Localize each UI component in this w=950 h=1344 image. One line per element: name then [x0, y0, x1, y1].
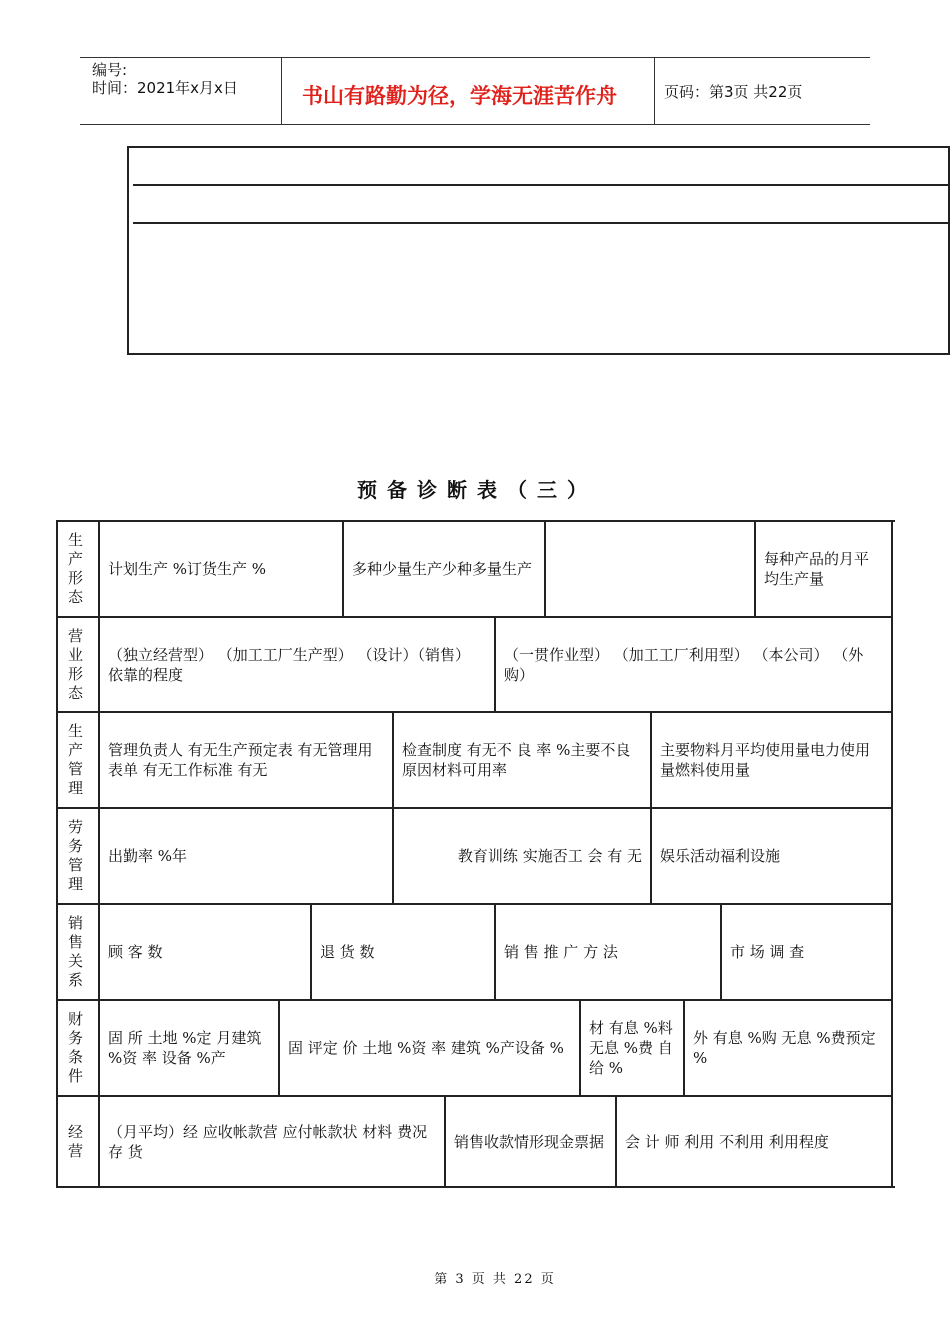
header-divider-left — [281, 57, 282, 124]
table-row-production-form — [58, 522, 893, 618]
row-label: 销售关系 — [58, 905, 100, 999]
table-row-operations — [58, 1097, 893, 1186]
table-row-labor-management — [58, 809, 893, 905]
table-cell: 每种产品的月平均生产量 — [756, 522, 893, 616]
table-cell — [546, 522, 756, 616]
header-divider-right — [654, 57, 655, 124]
empty-box-line-2 — [133, 222, 948, 224]
table-cell: 教育训练 实施否工 会 有 无 — [394, 809, 652, 903]
table-row-production-management — [58, 713, 893, 809]
table-cell: 销售收款情形现金票据 — [446, 1097, 617, 1186]
table-cell: 市 场 调 查 — [722, 905, 893, 999]
table-row-business-form — [58, 618, 893, 713]
document-number-label: 编号: — [92, 61, 128, 79]
table-row-sales-relations — [58, 905, 893, 1001]
table-cell: 管理负责人 有无生产预定表 有无管理用表单 有无工作标准 有无 — [100, 713, 394, 807]
table-cell: 材 有息 %料 无息 %费 自给 % — [581, 1001, 685, 1095]
table-cell: （独立经营型） （加工工厂生产型） （设计）（销售） 依靠的程度 — [100, 618, 496, 711]
empty-box-line-1 — [133, 184, 948, 186]
header-motto: 书山有路勤为径，学海无涯苦作舟 — [302, 84, 617, 108]
table-cell: 计划生产 %订货生产 % — [100, 522, 344, 616]
header-top-rule — [80, 57, 870, 58]
table-cell: 固 评定 价 土地 %资 率 建筑 %产设备 % — [280, 1001, 581, 1095]
table-row-financial-conditions — [58, 1001, 893, 1097]
table-cell: （月平均）经 应收帐款营 应付帐款状 材料 费况 存 货 — [100, 1097, 446, 1186]
table-cell: 多种少量生产少种多量生产 — [344, 522, 546, 616]
empty-form-box — [127, 146, 950, 355]
row-label: 生产管理 — [58, 713, 100, 807]
table-cell: 固 所 土地 %定 月建筑 %资 率 设备 %产 — [100, 1001, 280, 1095]
table-cell: 退 货 数 — [312, 905, 496, 999]
row-label: 经营 — [58, 1097, 100, 1186]
table-cell: 出勤率 %年 — [100, 809, 394, 903]
diagnosis-table — [56, 520, 895, 1188]
table-cell: 销 售 推 广 方 法 — [496, 905, 722, 999]
table-cell: 顾 客 数 — [100, 905, 312, 999]
table-cell: （一贯作业型） （加工工厂利用型） （本公司） （外购） — [496, 618, 893, 711]
table-cell: 娱乐活动福利设施 — [652, 809, 893, 903]
page-footer: 第 3 页 共 22 页 — [434, 1272, 556, 1287]
table-cell: 主要物料月平均使用量电力使用量燃料使用量 — [652, 713, 893, 807]
page-title: 预备诊断表（三） — [357, 478, 597, 502]
header-bottom-rule — [80, 124, 870, 125]
row-label: 营业形态 — [58, 618, 100, 711]
table-cell: 外 有息 %购 无息 %费预定 % — [685, 1001, 893, 1095]
table-cell: 检查制度 有无不 良 率 %主要不良原因材料可用率 — [394, 713, 652, 807]
document-time: 时间：2021年x月x日 — [92, 79, 238, 97]
row-label: 生产形态 — [58, 522, 100, 616]
row-label: 财务条件 — [58, 1001, 100, 1095]
page-code: 页码：第3页 共22页 — [664, 83, 803, 101]
row-label: 劳务管理 — [58, 809, 100, 903]
table-cell: 会 计 师 利用 不利用 利用程度 — [617, 1097, 893, 1186]
